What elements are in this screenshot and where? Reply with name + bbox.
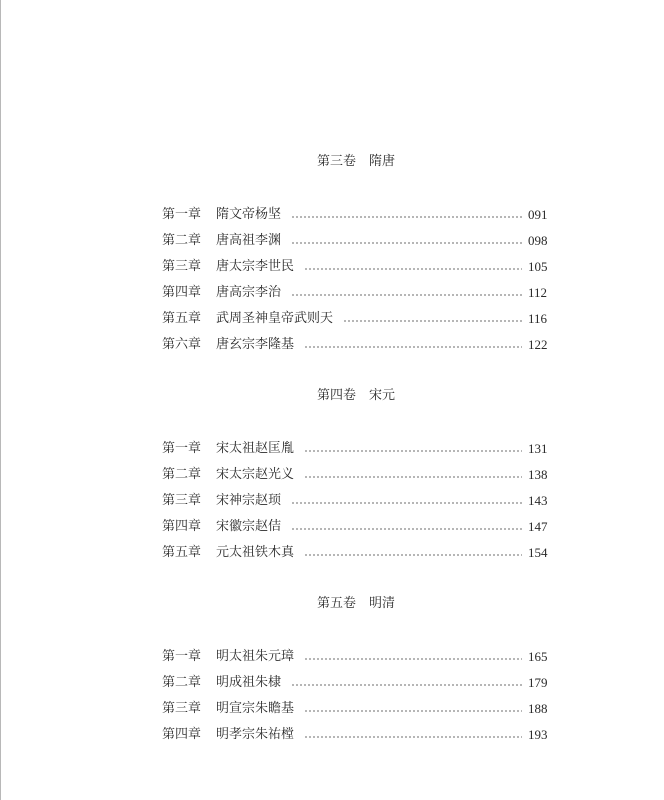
- dot-leader: [304, 268, 522, 270]
- page-number: 116: [528, 311, 548, 326]
- toc-entry[interactable]: [0, 336, 664, 354]
- page-number: 143: [528, 493, 548, 508]
- toc-entry[interactable]: [0, 674, 664, 692]
- page-number: 165: [528, 649, 548, 664]
- toc-entry[interactable]: [0, 518, 664, 536]
- chapter-title: 明成祖朱棣: [216, 675, 282, 690]
- page-number: 188: [528, 701, 548, 716]
- toc-entry[interactable]: [0, 700, 664, 718]
- dot-leader: [291, 502, 522, 504]
- page-number: 193: [528, 727, 548, 742]
- chapter-title: 宋徽宗赵佶: [216, 519, 282, 534]
- toc-entry[interactable]: [0, 544, 664, 562]
- chapter-title: 唐高祖李渊: [216, 233, 282, 248]
- volume-title: 第三卷 隋唐: [316, 154, 395, 169]
- entry-title-with-leader: [216, 310, 522, 328]
- dot-leader: [304, 658, 522, 660]
- volume-title: 第四卷 宋元: [316, 388, 395, 403]
- chapter-number: 第一章: [162, 441, 202, 456]
- page-number: 098: [528, 233, 548, 248]
- toc-entry[interactable]: [0, 206, 664, 224]
- entry-title-with-leader: [216, 466, 522, 484]
- chapter-number: 第六章: [162, 337, 202, 352]
- page-number: 147: [528, 519, 548, 534]
- toc-entry[interactable]: [0, 648, 664, 666]
- chapter-number: 第一章: [162, 207, 202, 222]
- entry-title-with-leader: [216, 544, 522, 562]
- dot-leader: [291, 684, 522, 686]
- entry-title-with-leader: [216, 440, 522, 458]
- chapter-number: 第五章: [162, 311, 202, 326]
- chapter-number: 第四章: [162, 727, 202, 742]
- chapter-title: 唐太宗李世民: [216, 259, 295, 274]
- dot-leader: [304, 736, 522, 738]
- entry-title-with-leader: [216, 258, 522, 276]
- page-number: 091: [528, 207, 548, 222]
- entry-title-with-leader: [216, 726, 522, 744]
- toc-entry[interactable]: [0, 466, 664, 484]
- entry-title-with-leader: [216, 700, 522, 718]
- entry-title-with-leader: [216, 284, 522, 302]
- chapter-number: 第二章: [162, 467, 202, 482]
- entry-title-with-leader: [216, 674, 522, 692]
- toc-entry[interactable]: [0, 258, 664, 276]
- entry-title-with-leader: [216, 492, 522, 510]
- entry-title-with-leader: [216, 206, 522, 224]
- toc-entry[interactable]: [0, 440, 664, 458]
- chapter-title: 唐玄宗李隆基: [216, 337, 295, 352]
- entry-title-with-leader: [216, 648, 522, 666]
- entry-title-with-leader: [216, 518, 522, 536]
- dot-leader: [304, 476, 522, 478]
- chapter-title: 宋神宗赵顼: [216, 493, 282, 508]
- page-number: 122: [528, 337, 548, 352]
- chapter-title: 隋文帝杨坚: [216, 207, 282, 222]
- chapter-number: 第三章: [162, 259, 202, 274]
- entry-title-with-leader: [216, 336, 522, 354]
- volume-title: 第五卷 明清: [316, 596, 395, 611]
- chapter-title: 元太祖铁木真: [216, 545, 295, 560]
- dot-leader: [291, 242, 522, 244]
- dot-leader: [304, 450, 522, 452]
- toc-entry[interactable]: [0, 310, 664, 328]
- page-number: 112: [528, 285, 548, 300]
- chapter-number: 第五章: [162, 545, 202, 560]
- chapter-title: 明太祖朱元璋: [216, 649, 295, 664]
- toc-entry[interactable]: [0, 232, 664, 250]
- chapter-title: 宋太祖赵匡胤: [216, 441, 295, 456]
- chapter-number: 第三章: [162, 701, 202, 716]
- dot-leader: [291, 216, 522, 218]
- chapter-number: 第二章: [162, 233, 202, 248]
- chapter-number: 第三章: [162, 493, 202, 508]
- chapter-title: 武周圣神皇帝武则天: [216, 311, 334, 326]
- chapter-number: 第一章: [162, 649, 202, 664]
- page-number: 131: [528, 441, 548, 456]
- chapter-number: 第四章: [162, 519, 202, 534]
- chapter-title: 明孝宗朱祐樘: [216, 727, 295, 742]
- chapter-title: 明宣宗朱瞻基: [216, 701, 295, 716]
- page-number: 105: [528, 259, 548, 274]
- dot-leader: [291, 528, 522, 530]
- chapter-number: 第二章: [162, 675, 202, 690]
- page-number: 138: [528, 467, 548, 482]
- entry-title-with-leader: [216, 232, 522, 250]
- chapter-title: 唐高宗李治: [216, 285, 282, 300]
- dot-leader: [291, 294, 522, 296]
- page-number: 154: [528, 545, 548, 560]
- chapter-title: 宋太宗赵光义: [216, 467, 295, 482]
- chapter-number: 第四章: [162, 285, 202, 300]
- dot-leader: [343, 320, 522, 322]
- toc-entry[interactable]: [0, 284, 664, 302]
- dot-leader: [304, 710, 522, 712]
- toc-entry[interactable]: [0, 726, 664, 744]
- dot-leader: [304, 346, 522, 348]
- page-number: 179: [528, 675, 548, 690]
- toc-entry[interactable]: [0, 492, 664, 510]
- dot-leader: [304, 554, 522, 556]
